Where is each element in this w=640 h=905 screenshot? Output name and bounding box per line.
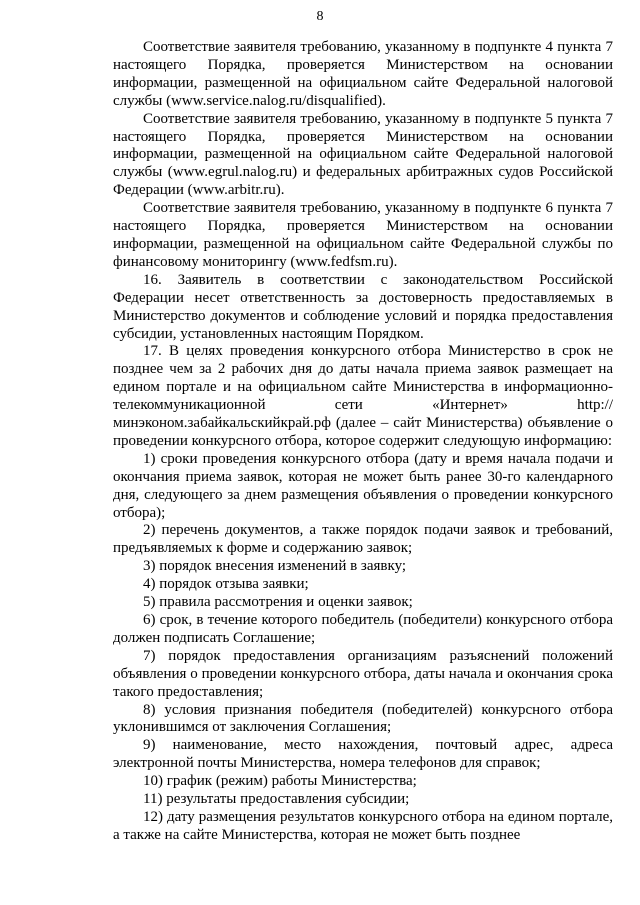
document-body bbox=[113, 39, 613, 845]
list-item-3: 3) порядок внесения изменений в заявку; bbox=[143, 558, 407, 575]
paragraph-16: 16. Заявитель в соответствии с законодательством Российской Федерации несет ответственность за достоверность предоставляемых в Министерство документов и соблюдение условий и порядка предоставления субсидии, установленных настоящим Порядком. bbox=[113, 271, 613, 342]
list-item-2: 2) перечень документов, а также порядок подачи заявок и требований, предъявляемых к форме и содержанию заявок; bbox=[113, 522, 613, 557]
paragraph-requirement-5: Соответствие заявителя требованию, указанному в подпункте 5 пункта 7 настоящего Порядка, проверяется Министерством на основании информации, размещенной на официальном сайте Федеральной налоговой службы (www.egrul.nalog.ru) и федеральных арбитражных судов Российской Федерации (www.arbitr.ru). bbox=[113, 110, 613, 199]
list-item-5: 5) правила рассмотрения и оценки заявок; bbox=[143, 594, 413, 611]
list-item-4: 4) порядок отзыва заявки; bbox=[143, 576, 309, 593]
list-item-6: 6) срок, в течение которого победитель (победители) конкурсного отбора должен подписать Соглашение; bbox=[113, 612, 613, 646]
paragraph-requirement-6: Соответствие заявителя требованию, указанному в подпункте 6 пункта 7 настоящего Порядка, проверяется Министерством на основании информации, размещенной на официальном сайте Федеральной службы по финансовому мониторингу (www.fedfsm.ru). bbox=[113, 200, 613, 270]
list-item-12: 12) дату размещения результатов конкурсного отбора на едином портале, а также на сайте Министерства, которая не может быть позднее bbox=[113, 808, 613, 843]
page-number: 8 bbox=[316, 9, 324, 24]
paragraph-requirement-4: Соответствие заявителя требованию, указанному в подпункте 4 пункта 7 настоящего Порядка, проверяется Министерством на основании информации, размещенной на официальном сайте Федеральной налоговой службы (www.service.nalog.ru/disqualified). bbox=[113, 39, 613, 109]
list-item-7: 7) порядок предоставления организациям разъяснений положений объявления о проведении конкурсного отбора, даты начала и окончания срока такого предоставления; bbox=[113, 647, 613, 700]
list-item-8: 8) условия признания победителя (победителей) конкурсного отбора уклонившимся от заключения Соглашения; bbox=[113, 701, 613, 736]
list-item-1: 1) сроки проведения конкурсного отбора (дату и время начала подачи и окончания приема заявок, которая не может быть ранее 30-го календарного дня, следующего за днем размещения объявления о проведении конкурсного отбора); bbox=[113, 450, 613, 521]
list-item-10: 10) график (режим) работы Министерства; bbox=[143, 773, 417, 790]
list-item-11: 11) результаты предоставления субсидии; bbox=[143, 791, 410, 808]
list-item-9: 9) наименование, место нахождения, почтовый адрес, адреса электронной почты Министерства, номера телефонов для справок; bbox=[113, 737, 613, 772]
paragraph-17: 17. В целях проведения конкурсного отбора Министерство в срок не позднее чем за 2 рабочих дня до даты начала приема заявок размещает на едином портале и на официальном сайте Министерства в информационно-телекоммуникационной сети «Интернет» http://минэконом.забайкальскийкрай.рф (далее – сайт Министерства) объявление о проведении конкурсного отбора, которое содержит следующую информацию: bbox=[113, 343, 613, 449]
